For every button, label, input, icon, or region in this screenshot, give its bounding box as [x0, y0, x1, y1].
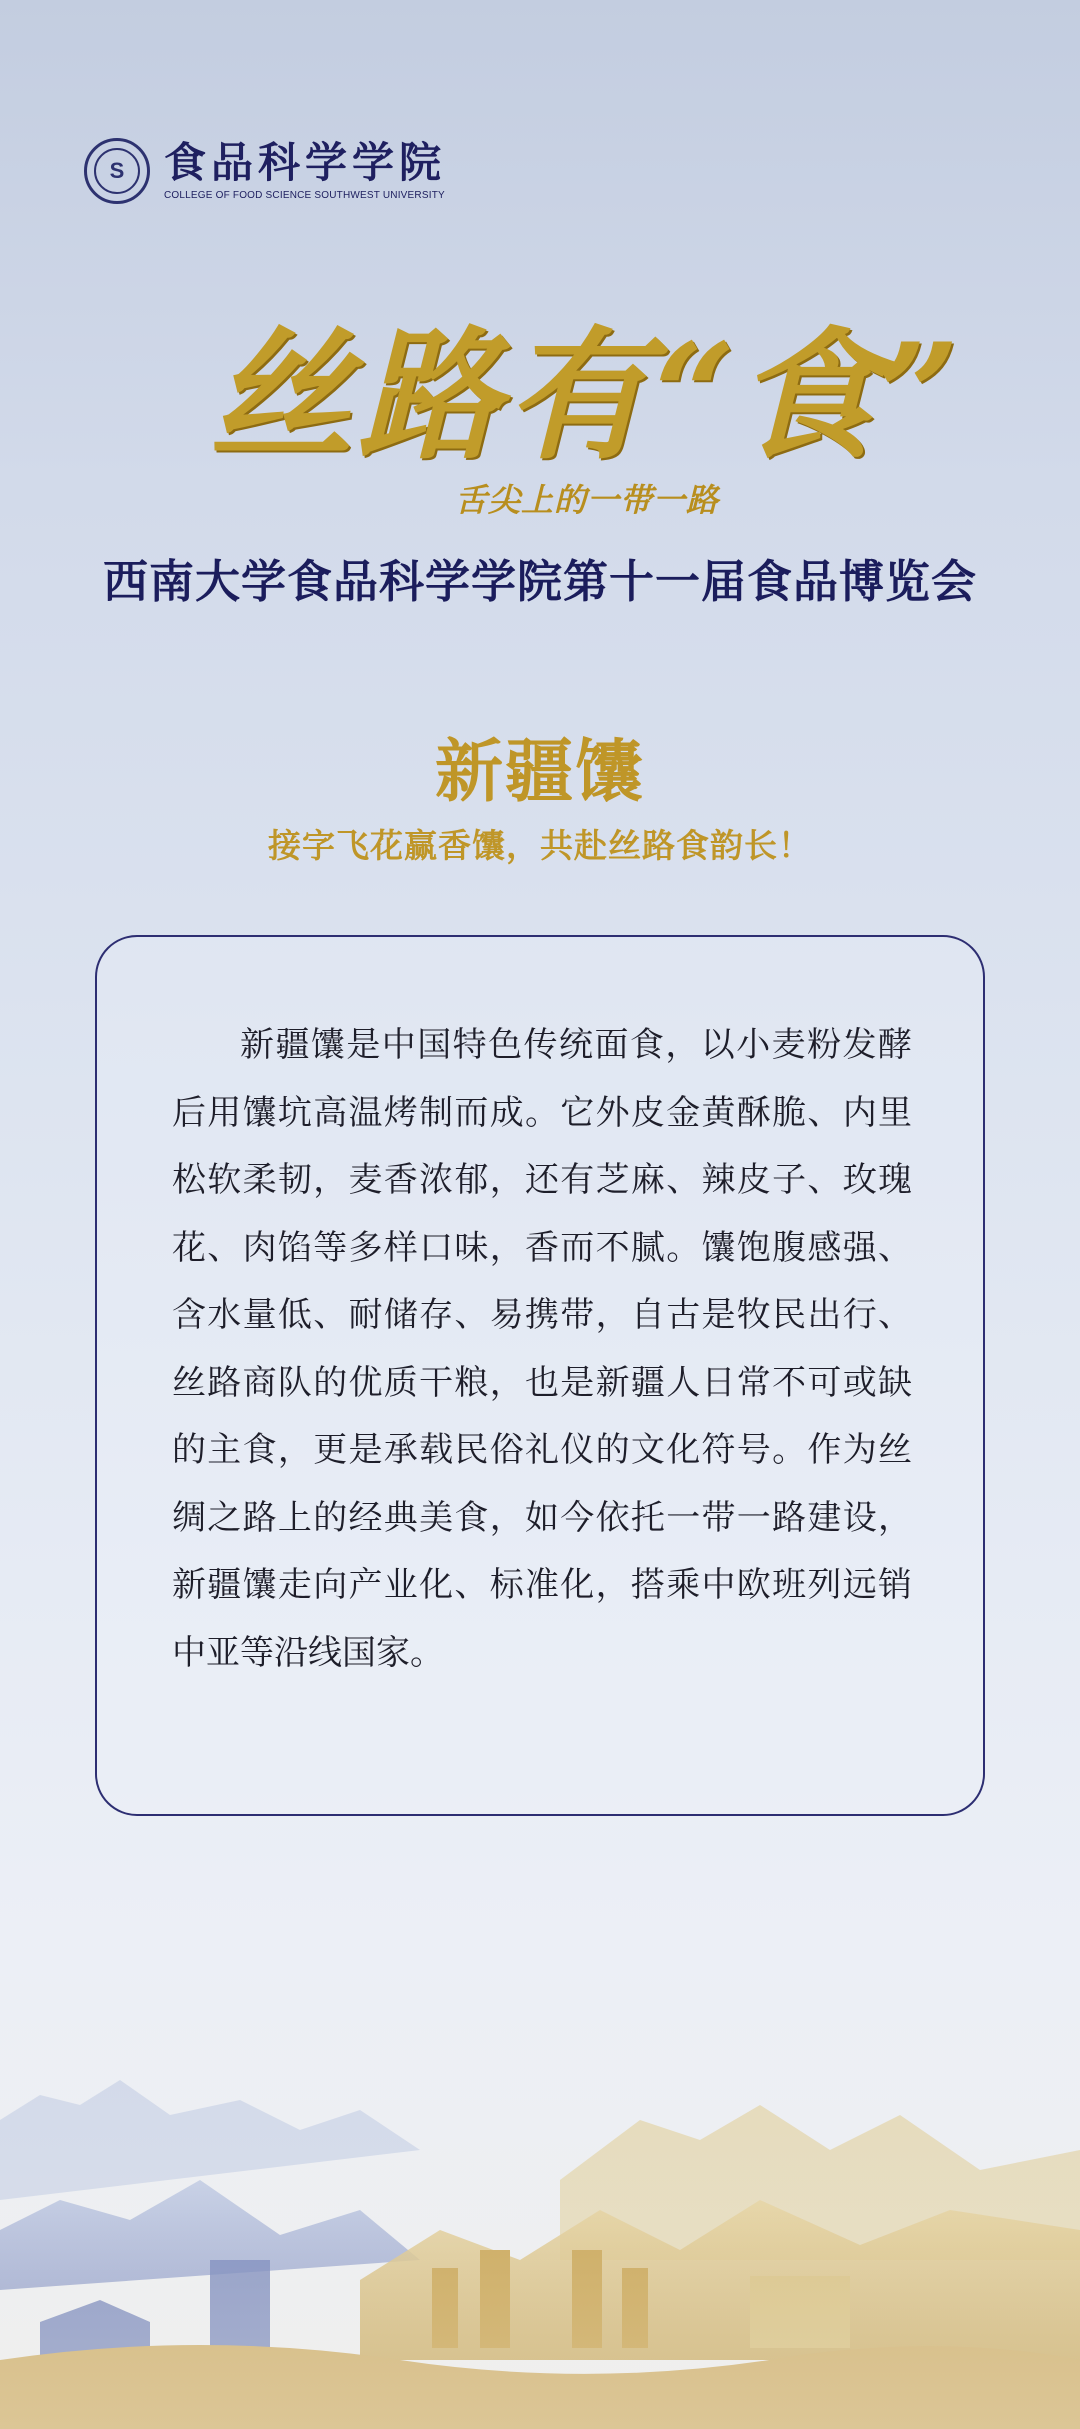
university-seal-icon: S [84, 138, 150, 204]
calligraphy-title [210, 313, 960, 479]
logo-text [164, 137, 447, 201]
title-char-shi: “食” [654, 313, 960, 479]
college-name-en: COLLEGE OF FOOD SCIENCE SOUTHWEST UNIVERSITY [164, 189, 445, 201]
college-name-cn: 食品科学学院 [164, 137, 447, 187]
title-char-si: 丝 [210, 313, 352, 479]
title-char-lu: 路 [358, 313, 500, 479]
description-card [95, 935, 985, 1816]
title-char-you: 有 [506, 313, 648, 479]
calligraphy-subtitle: 舌尖上的一带一路 [455, 481, 720, 519]
slogan: 接字飞花赢香馕，共赴丝路食韵长！ [268, 826, 812, 865]
description-paragraph: 新疆馕是中国特色传统面食，以小麦粉发酵后用馕坑高温烤制而成。它外皮金黄酥脆、内里松软柔韧，麦香浓郁，还有芝麻、辣皮子、玫瑰花、肉馅等多样口味，香而不腻。馕饱腹感强、含水量低、耐储存、易携带，自古是牧民出行、丝路商队的优质干粮，也是新疆人日常不可或缺的主食，更是承载民俗礼仪的文化符号。作为丝绸之路上的经典美食，如今依托一带一路建设，新疆馕走向产业化、标准化，搭乘中欧班列远销中亚等沿线国家。 [172, 1025, 912, 1673]
event-title: 西南大学食品科学学院第十一届食品博览会 [102, 555, 977, 608]
silk-road-scenery [0, 2060, 1080, 2429]
food-name: 新疆馕 [434, 732, 645, 812]
college-logo [84, 138, 446, 204]
ground-mist [0, 2060, 1080, 2429]
